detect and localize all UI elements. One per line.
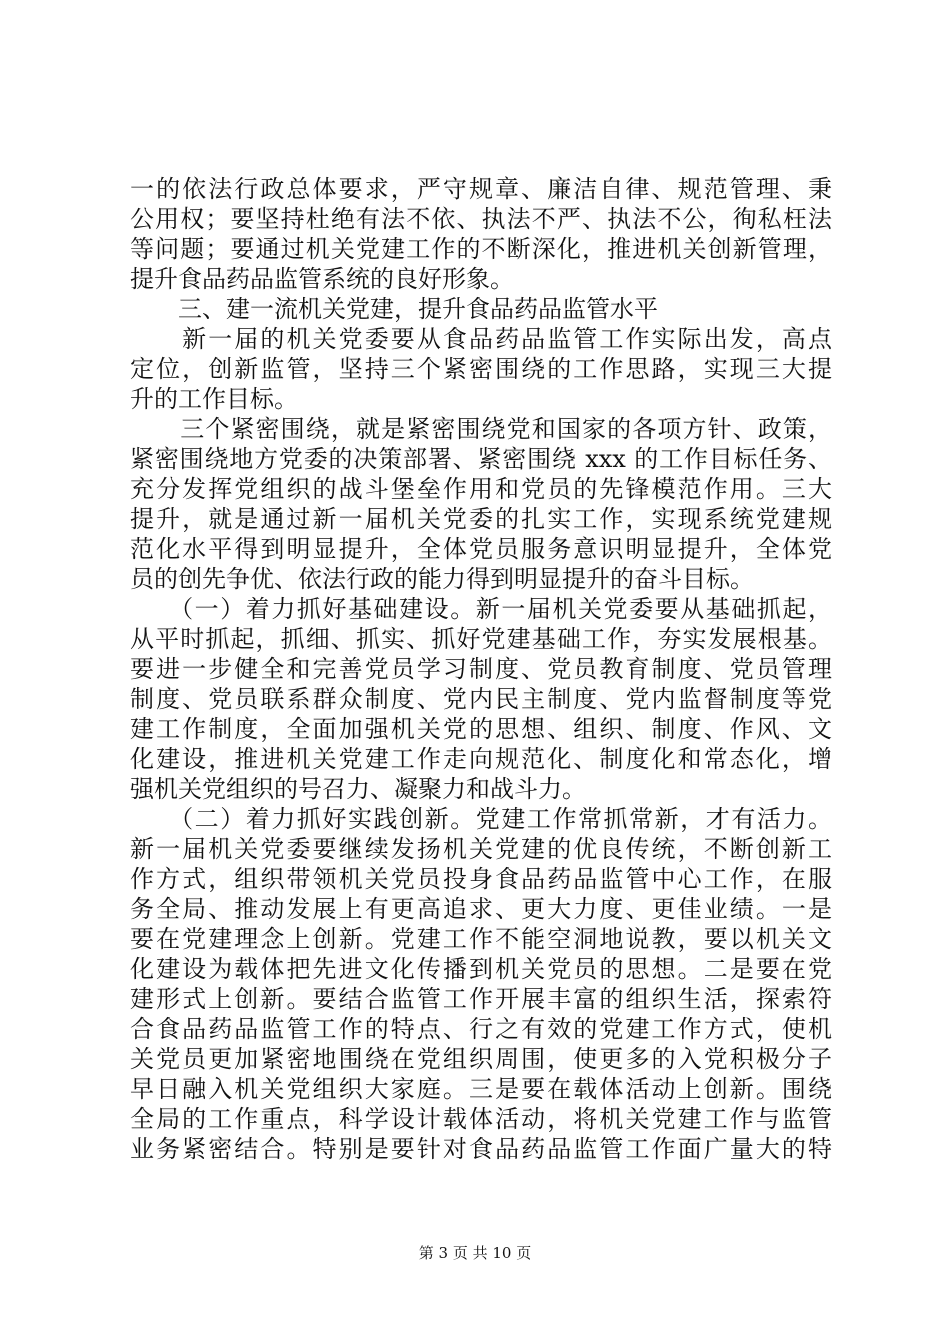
text-line: 业务紧密结合。特别是要针对食品药品监管工作面广量大的特 xyxy=(130,1135,832,1163)
document-body xyxy=(130,174,832,1164)
text-line: 建形式上创新。要结合监管工作开展丰富的组织生活，探索符 xyxy=(130,985,832,1013)
text-line: 早日融入机关党组织大家庭。三是要在载体活动上创新。围绕 xyxy=(130,1075,832,1103)
text-line: 关党员更加紧密地围绕在党组织周围，使更多的入党积极分子 xyxy=(130,1045,832,1073)
text-line: 新一届的机关党委要从食品药品监管工作实际出发，高点 xyxy=(130,325,832,353)
text-line: 公用权；要坚持杜绝有法不依、执法不严、执法不公，徇私枉法 xyxy=(130,205,832,233)
text-line: 员的创先争优、依法行政的能力得到明显提升的奋斗目标。 xyxy=(130,565,754,593)
text-line: 从平时抓起，抓细、抓实、抓好党建基础工作，夯实发展根基。 xyxy=(130,625,832,653)
text-line: 务全局、推动发展上有更高追求、更大力度、更佳业绩。一是 xyxy=(130,895,832,923)
text-line: 要进一步健全和完善党员学习制度、党员教育制度、党员管理 xyxy=(130,655,832,683)
text-line: 三个紧密围绕，就是紧密围绕党和国家的各项方针、政策， xyxy=(130,415,832,443)
text-line: 范化水平得到明显提升，全体党员服务意识明显提升，全体党 xyxy=(130,535,832,563)
text-line: 强机关党组织的号召力、凝聚力和战斗力。 xyxy=(130,775,586,803)
text-line: 等问题；要通过机关党建工作的不断深化，推进机关创新管理， xyxy=(130,235,832,263)
text-line: 合食品药品监管工作的特点、行之有效的党建工作方式，使机 xyxy=(130,1015,832,1043)
text-line: 新一届机关党委要继续发扬机关党建的优良传统，不断创新工 xyxy=(130,835,832,863)
text-line: 建工作制度，全面加强机关党的思想、组织、制度、作风、文 xyxy=(130,715,832,743)
text-line: 定位，创新监管，坚持三个紧密围绕的工作思路，实现三大提 xyxy=(130,355,832,383)
text-line: 充分发挥党组织的战斗堡垒作用和党员的先锋模范作用。三大 xyxy=(130,475,832,503)
text-line: 紧密围绕地方党委的决策部署、紧密围绕 xxx 的工作目标任务、 xyxy=(130,445,832,473)
text-line: 作方式，组织带领机关党员投身食品药品监管中心工作，在服 xyxy=(130,865,832,893)
text-line: 一的依法行政总体要求，严守规章、廉洁自律、规范管理、秉 xyxy=(130,175,832,203)
text-line: 提升，就是通过新一届机关党委的扎实工作，实现系统党建规 xyxy=(130,505,832,533)
text-line: （二）着力抓好实践创新。党建工作常抓常新，才有活力。 xyxy=(130,805,832,833)
text-line: 升的工作目标。 xyxy=(130,385,298,413)
page-number-footer: 第 3 页 共 10 页 xyxy=(418,1244,532,1262)
text-line: 化建设为载体把先进文化传播到机关党员的思想。二是要在党 xyxy=(130,955,832,983)
text-line: 化建设，推进机关党建工作走向规范化、制度化和常态化，增 xyxy=(130,745,832,773)
text-line: 要在党建理念上创新。党建工作不能空洞地说教，要以机关文 xyxy=(130,925,832,953)
text-line: 提升食品药品监管系统的良好形象。 xyxy=(130,265,514,293)
text-line: （一）着力抓好基础建设。新一届机关党委要从基础抓起， xyxy=(130,595,832,623)
text-line: 制度、党员联系群众制度、党内民主制度、党内监督制度等党 xyxy=(130,685,832,713)
text-line: 全局的工作重点，科学设计载体活动，将机关党建工作与监管 xyxy=(130,1105,832,1133)
section-heading: 三、建一流机关党建，提升食品药品监管水平 xyxy=(130,295,658,323)
